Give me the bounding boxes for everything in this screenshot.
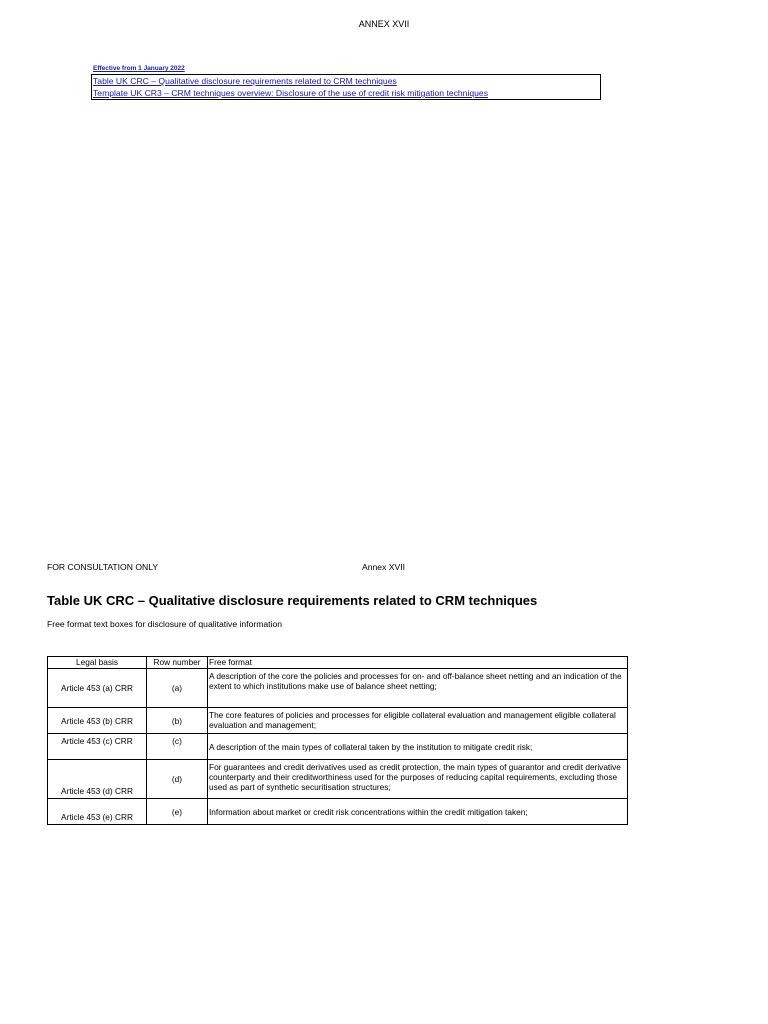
column-header-row-number: Row number [147,657,208,669]
toc-link-template-uk-cr3[interactable]: Template UK CR3 – CRM techniques overview: Disclosure of the use of credit risk mitigation techniques [93,88,489,98]
legal-basis-cell: Article 453 (e) CRR [48,799,147,825]
free-format-cell: Information about market or credit risk concentrations within the credit mitigation taken; [208,799,628,825]
row-number-cell: (b) [147,708,208,734]
table-of-contents-box [91,74,601,100]
annex-title: ANNEX XVII [358,19,410,29]
free-format-cell: A description of the main types of collateral taken by the institution to mitigate credit risk; [208,734,628,760]
table-row [48,669,628,708]
effective-date-note: Effective from 1 January 2022 [93,65,185,72]
toc-link-table-uk-crc[interactable]: Table UK CRC – Qualitative disclosure requirements related to CRM techniques [93,76,397,86]
free-format-cell: A description of the core the policies and processes for on- and off-balance sheet netting and an indication of the extent to which institutions make use of balance sheet netting; [208,669,628,708]
row-number-cell: (d) [147,760,208,799]
legal-basis-cell: Article 453 (d) CRR [48,760,147,799]
table-header-row [48,657,628,669]
row-number-cell: (c) [147,734,208,760]
free-format-cell: For guarantees and credit derivatives used as credit protection, the main types of guarantor and credit derivative counterparty and their creditworthiness used for the purposes of reducing capital requirements, excluding those used as part of synthetic securitisation structures; [208,760,628,799]
free-format-cell: The core features of policies and processes for eligible collateral evaluation and management eligible collateral evaluation and management; [208,708,628,734]
column-header-legal-basis: Legal basis [48,657,147,669]
table-row [48,760,628,799]
legal-basis-cell: Article 453 (b) CRR [48,708,147,734]
table-row [48,799,628,825]
legal-basis-cell: Article 453 (c) CRR [48,734,147,760]
row-number-cell: (e) [147,799,208,825]
annex-label: Annex XVII [362,562,405,572]
table-row [48,734,628,760]
page-title: Table UK CRC – Qualitative disclosure requirements related to CRM techniques [47,593,538,608]
table-row [48,708,628,734]
column-header-free-format: Free format [208,657,628,669]
page-subtitle: Free format text boxes for disclosure of qualitative information [47,619,283,629]
row-number-cell: (a) [147,669,208,708]
legal-basis-cell: Article 453 (a) CRR [48,669,147,708]
crc-disclosure-table [47,656,628,825]
consultation-note: FOR CONSULTATION ONLY [47,562,159,572]
